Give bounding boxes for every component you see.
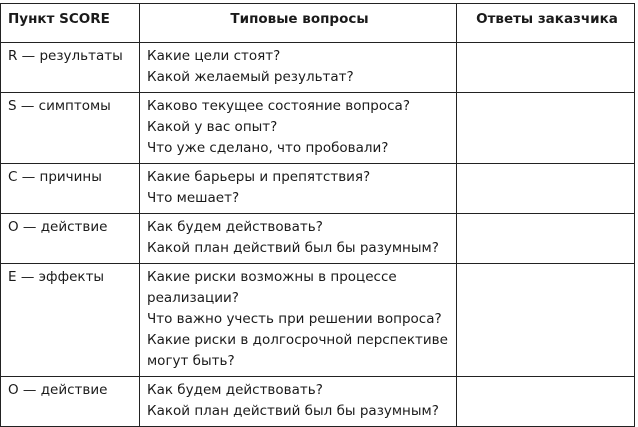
answer-cell[interactable] bbox=[457, 264, 635, 377]
score-point-cell: O — действие bbox=[1, 214, 140, 264]
column-header-answers: Ответы заказчика bbox=[457, 4, 635, 43]
column-header-point: Пункт SCORE bbox=[1, 4, 140, 43]
answer-cell[interactable] bbox=[457, 93, 635, 164]
questions-cell bbox=[140, 93, 457, 164]
question-text: Какой желаемый результат? bbox=[147, 69, 354, 85]
score-point-cell: O — действие bbox=[1, 377, 140, 427]
table-row bbox=[1, 93, 635, 164]
table-header-row bbox=[1, 4, 635, 43]
question-text: Что уже сделано, что пробовали? bbox=[147, 140, 389, 156]
score-point-cell: R — результаты bbox=[1, 43, 140, 93]
score-point-cell: C — причины bbox=[1, 164, 140, 214]
question-text: Какие цели стоят? bbox=[147, 48, 281, 64]
questions-cell bbox=[140, 43, 457, 93]
table-row bbox=[1, 264, 635, 377]
question-text: Какие риски в долгосрочной перспективе могут быть? bbox=[147, 332, 448, 369]
table-row bbox=[1, 43, 635, 93]
answer-cell[interactable] bbox=[457, 164, 635, 214]
question-text: Какой у вас опыт? bbox=[147, 119, 278, 135]
table-row bbox=[1, 377, 635, 427]
questions-cell bbox=[140, 214, 457, 264]
question-text: Какие барьеры и препятствия? bbox=[147, 169, 371, 185]
table-row bbox=[1, 164, 635, 214]
column-header-questions: Типовые вопросы bbox=[140, 4, 457, 43]
questions-cell bbox=[140, 377, 457, 427]
questions-cell bbox=[140, 264, 457, 377]
question-text: Какие риски возможны в процессе реализации? bbox=[147, 269, 397, 306]
question-text: Каково текущее состояние вопроса? bbox=[147, 98, 410, 114]
question-text: Что важно учесть при решении вопроса? bbox=[147, 311, 442, 327]
questions-cell bbox=[140, 164, 457, 214]
question-text: Какой план действий был бы разумным? bbox=[147, 403, 439, 419]
table-row bbox=[1, 214, 635, 264]
question-text: Какой план действий был бы разумным? bbox=[147, 240, 439, 256]
answer-cell[interactable] bbox=[457, 377, 635, 427]
score-point-cell: S — симптомы bbox=[1, 93, 140, 164]
question-text: Что мешает? bbox=[147, 190, 240, 206]
answer-cell[interactable] bbox=[457, 43, 635, 93]
question-text: Как будем действовать? bbox=[147, 219, 323, 235]
answer-cell[interactable] bbox=[457, 214, 635, 264]
score-point-cell: E — эффекты bbox=[1, 264, 140, 377]
score-table bbox=[0, 3, 635, 427]
question-text: Как будем действовать? bbox=[147, 382, 323, 398]
